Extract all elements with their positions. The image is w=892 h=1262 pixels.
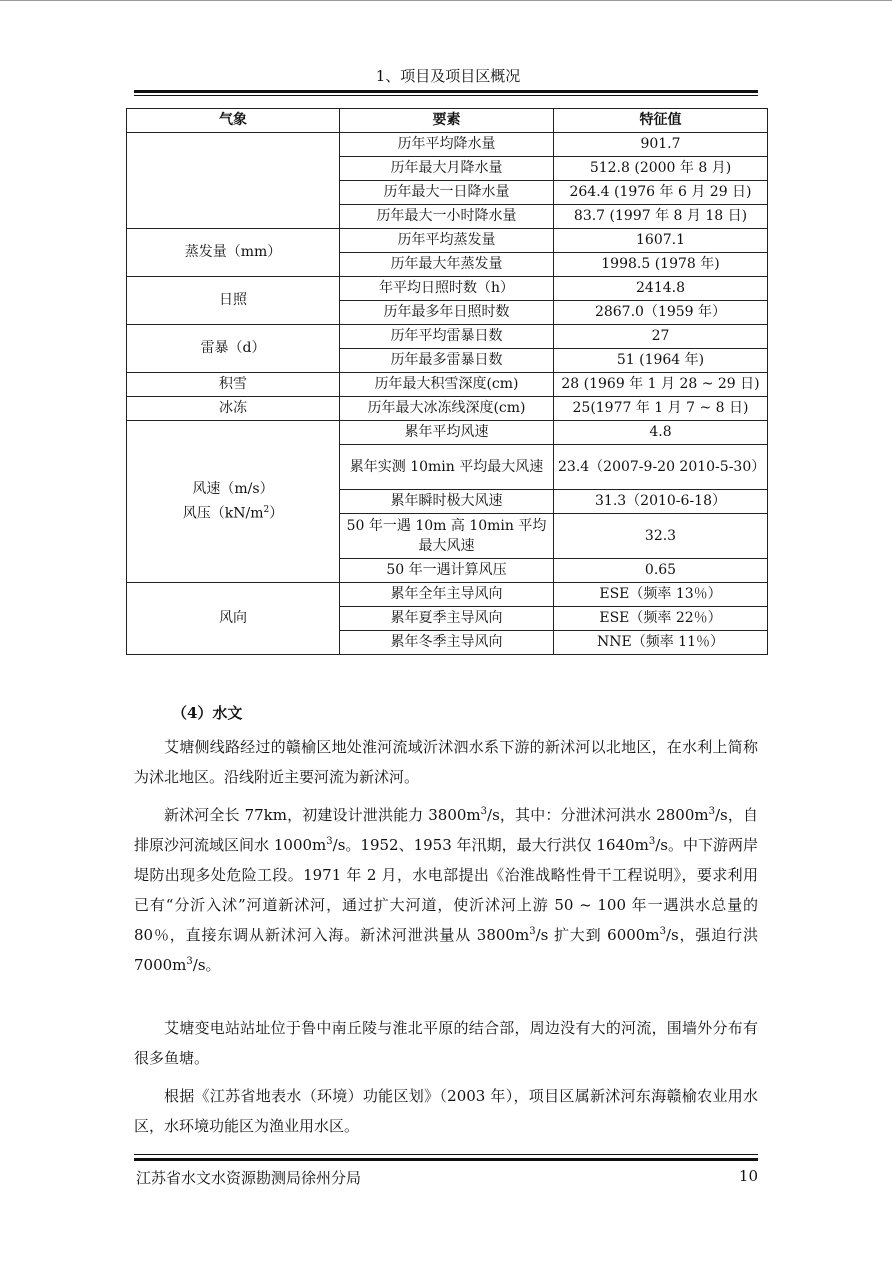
column-header: 要素 [340, 109, 554, 133]
value-cell: 2414.8 [554, 277, 768, 301]
value-cell: 23.4（2007-9-20 2010-5-30） [554, 445, 768, 490]
header-rule-thick [134, 90, 758, 93]
element-cell: 历年最大冰冻线深度(cm) [340, 397, 554, 421]
page-top-border [0, 0, 892, 1]
meteorology-table [126, 108, 768, 655]
element-cell: 历年最多年日照时数 [340, 301, 554, 325]
element-cell: 历年最大年蒸发量 [340, 253, 554, 277]
value-cell: 4.8 [554, 421, 768, 445]
value-cell: 0.65 [554, 559, 768, 583]
value-cell: 264.4 (1976 年 6 月 29 日) [554, 181, 768, 205]
value-cell: 27 [554, 325, 768, 349]
value-cell: 28 (1969 年 1 月 28 ~ 29 日) [554, 373, 768, 397]
value-cell: 25(1977 年 1 月 7 ~ 8 日) [554, 397, 768, 421]
group-label-evaporation: 蒸发量（mm） [127, 229, 340, 277]
element-cell: 历年平均降水量 [340, 133, 554, 157]
footer-organization: 江苏省水文水资源勘测局徐州分局 [136, 1169, 362, 1187]
value-cell: ESE（频率 22％） [554, 607, 768, 631]
value-cell: 1998.5 (1978 年) [554, 253, 768, 277]
table-row [127, 229, 768, 253]
value-cell: 83.7 (1997 年 8 月 18 日) [554, 205, 768, 229]
element-cell: 年平均日照时数（h） [340, 277, 554, 301]
element-cell: 历年最大积雪深度(cm) [340, 373, 554, 397]
wind-speed-label: 风速（m/s） [192, 480, 274, 497]
element-cell: 历年最大一小时降水量 [340, 205, 554, 229]
element-cell: 累年瞬时极大风速 [340, 490, 554, 514]
element-cell: 累年平均风速 [340, 421, 554, 445]
value-cell: 2867.0（1959 年） [554, 301, 768, 325]
wind-pressure-label: 风压$(kN/m^2)$ [182, 504, 284, 522]
value-cell: NNE（频率 11％） [554, 631, 768, 655]
table-row [127, 373, 768, 397]
group-label-sunshine: 日照 [127, 277, 340, 325]
page-number: 10 [738, 1167, 758, 1185]
table-row [127, 277, 768, 301]
footer-rule-thick [134, 1158, 758, 1161]
paragraph-4: 根据《江苏省地表水（环境）功能区划》（2003 年），项目区属新沭河东海赣榆农业用水区，水环境功能区为渔业用水区。 [134, 1087, 758, 1135]
table-row [127, 421, 768, 445]
group-label-wind-direction: 风向 [127, 583, 340, 655]
element-cell: 历年平均蒸发量 [340, 229, 554, 253]
element-cell: 历年最大一日降水量 [340, 181, 554, 205]
element-cell: 累年夏季主导风向 [340, 607, 554, 631]
table-row [127, 583, 768, 607]
group-label-precipitation [127, 133, 340, 229]
table-row [127, 397, 768, 421]
group-label-thunderstorm: 雷暴（d） [127, 325, 340, 373]
element-cell: 累年实测 10min 平均最大风速 [340, 445, 554, 490]
value-cell: 512.8 (2000 年 8 月) [554, 157, 768, 181]
group-label-frost: 冰冻 [127, 397, 340, 421]
paragraph-1: 艾塘侧线路经过的赣榆区地处淮河流域沂沭泗水系下游的新沭河以北地区，在水利上简称为沭北地区。沿线附近主要河流为新沭河。 [134, 738, 758, 786]
paragraph-2: 新沭河全长 77km，初建设计泄洪能力 $3800m^3/s$，其中：分泄沭河洪水 $2800m^3/s$，自排原沙河流域区间水 $1000m^3/s$。1952、1953 年汛期，最大行洪仅 $1640m^3/s$。中下游两岸堤防出现多处危险工段。1971 年 2 月，水电部提出《治淮战略性骨干工程说明》，要求利用已有“分沂入沭”河道新沭河，通过扩大河道，使沂沭河上游 50 ~ 100 年一遇洪水总量的 80％，直接东调从新沭河入海。新沭河泄洪量从 $3800m^3/s$ 扩大到 $6000m^3/s$，强迫行洪 $7000m^3/s$。 [134, 806, 758, 974]
value-cell: 901.7 [554, 133, 768, 157]
table-header-row [127, 109, 768, 133]
element-cell: 累年全年主导风向 [340, 583, 554, 607]
element-cell: 50 年一遇计算风压 [340, 559, 554, 583]
column-header: 特征值 [554, 109, 768, 133]
footer-rule-thin [134, 1154, 758, 1155]
running-header: 1、项目及项目区概况 [375, 67, 521, 85]
header-rule-thin [134, 95, 758, 96]
table-row [127, 325, 768, 349]
element-cell: 累年冬季主导风向 [340, 631, 554, 655]
value-cell: 32.3 [554, 514, 768, 559]
element-cell: 历年平均雷暴日数 [340, 325, 554, 349]
value-cell: ESE（频率 13％） [554, 583, 768, 607]
element-cell: 50 年一遇 10m 高 10min 平均最大风速 [340, 514, 554, 559]
table-row [127, 133, 768, 157]
section-heading-hydrology: （4）水文 [172, 704, 243, 722]
paragraph-3: 艾塘变电站站址位于鲁中南丘陵与淮北平原的结合部，周边没有大的河流，围墙外分布有很多鱼塘。 [134, 1019, 758, 1067]
value-cell: 1607.1 [554, 229, 768, 253]
value-cell: 31.3（2010-6-18） [554, 490, 768, 514]
group-label-wind-speed-pressure [127, 421, 340, 583]
group-label-snow: 积雪 [127, 373, 340, 397]
value-cell: 51 (1964 年) [554, 349, 768, 373]
element-cell: 历年最多雷暴日数 [340, 349, 554, 373]
element-cell: 历年最大月降水量 [340, 157, 554, 181]
column-header: 气象 [127, 109, 340, 133]
